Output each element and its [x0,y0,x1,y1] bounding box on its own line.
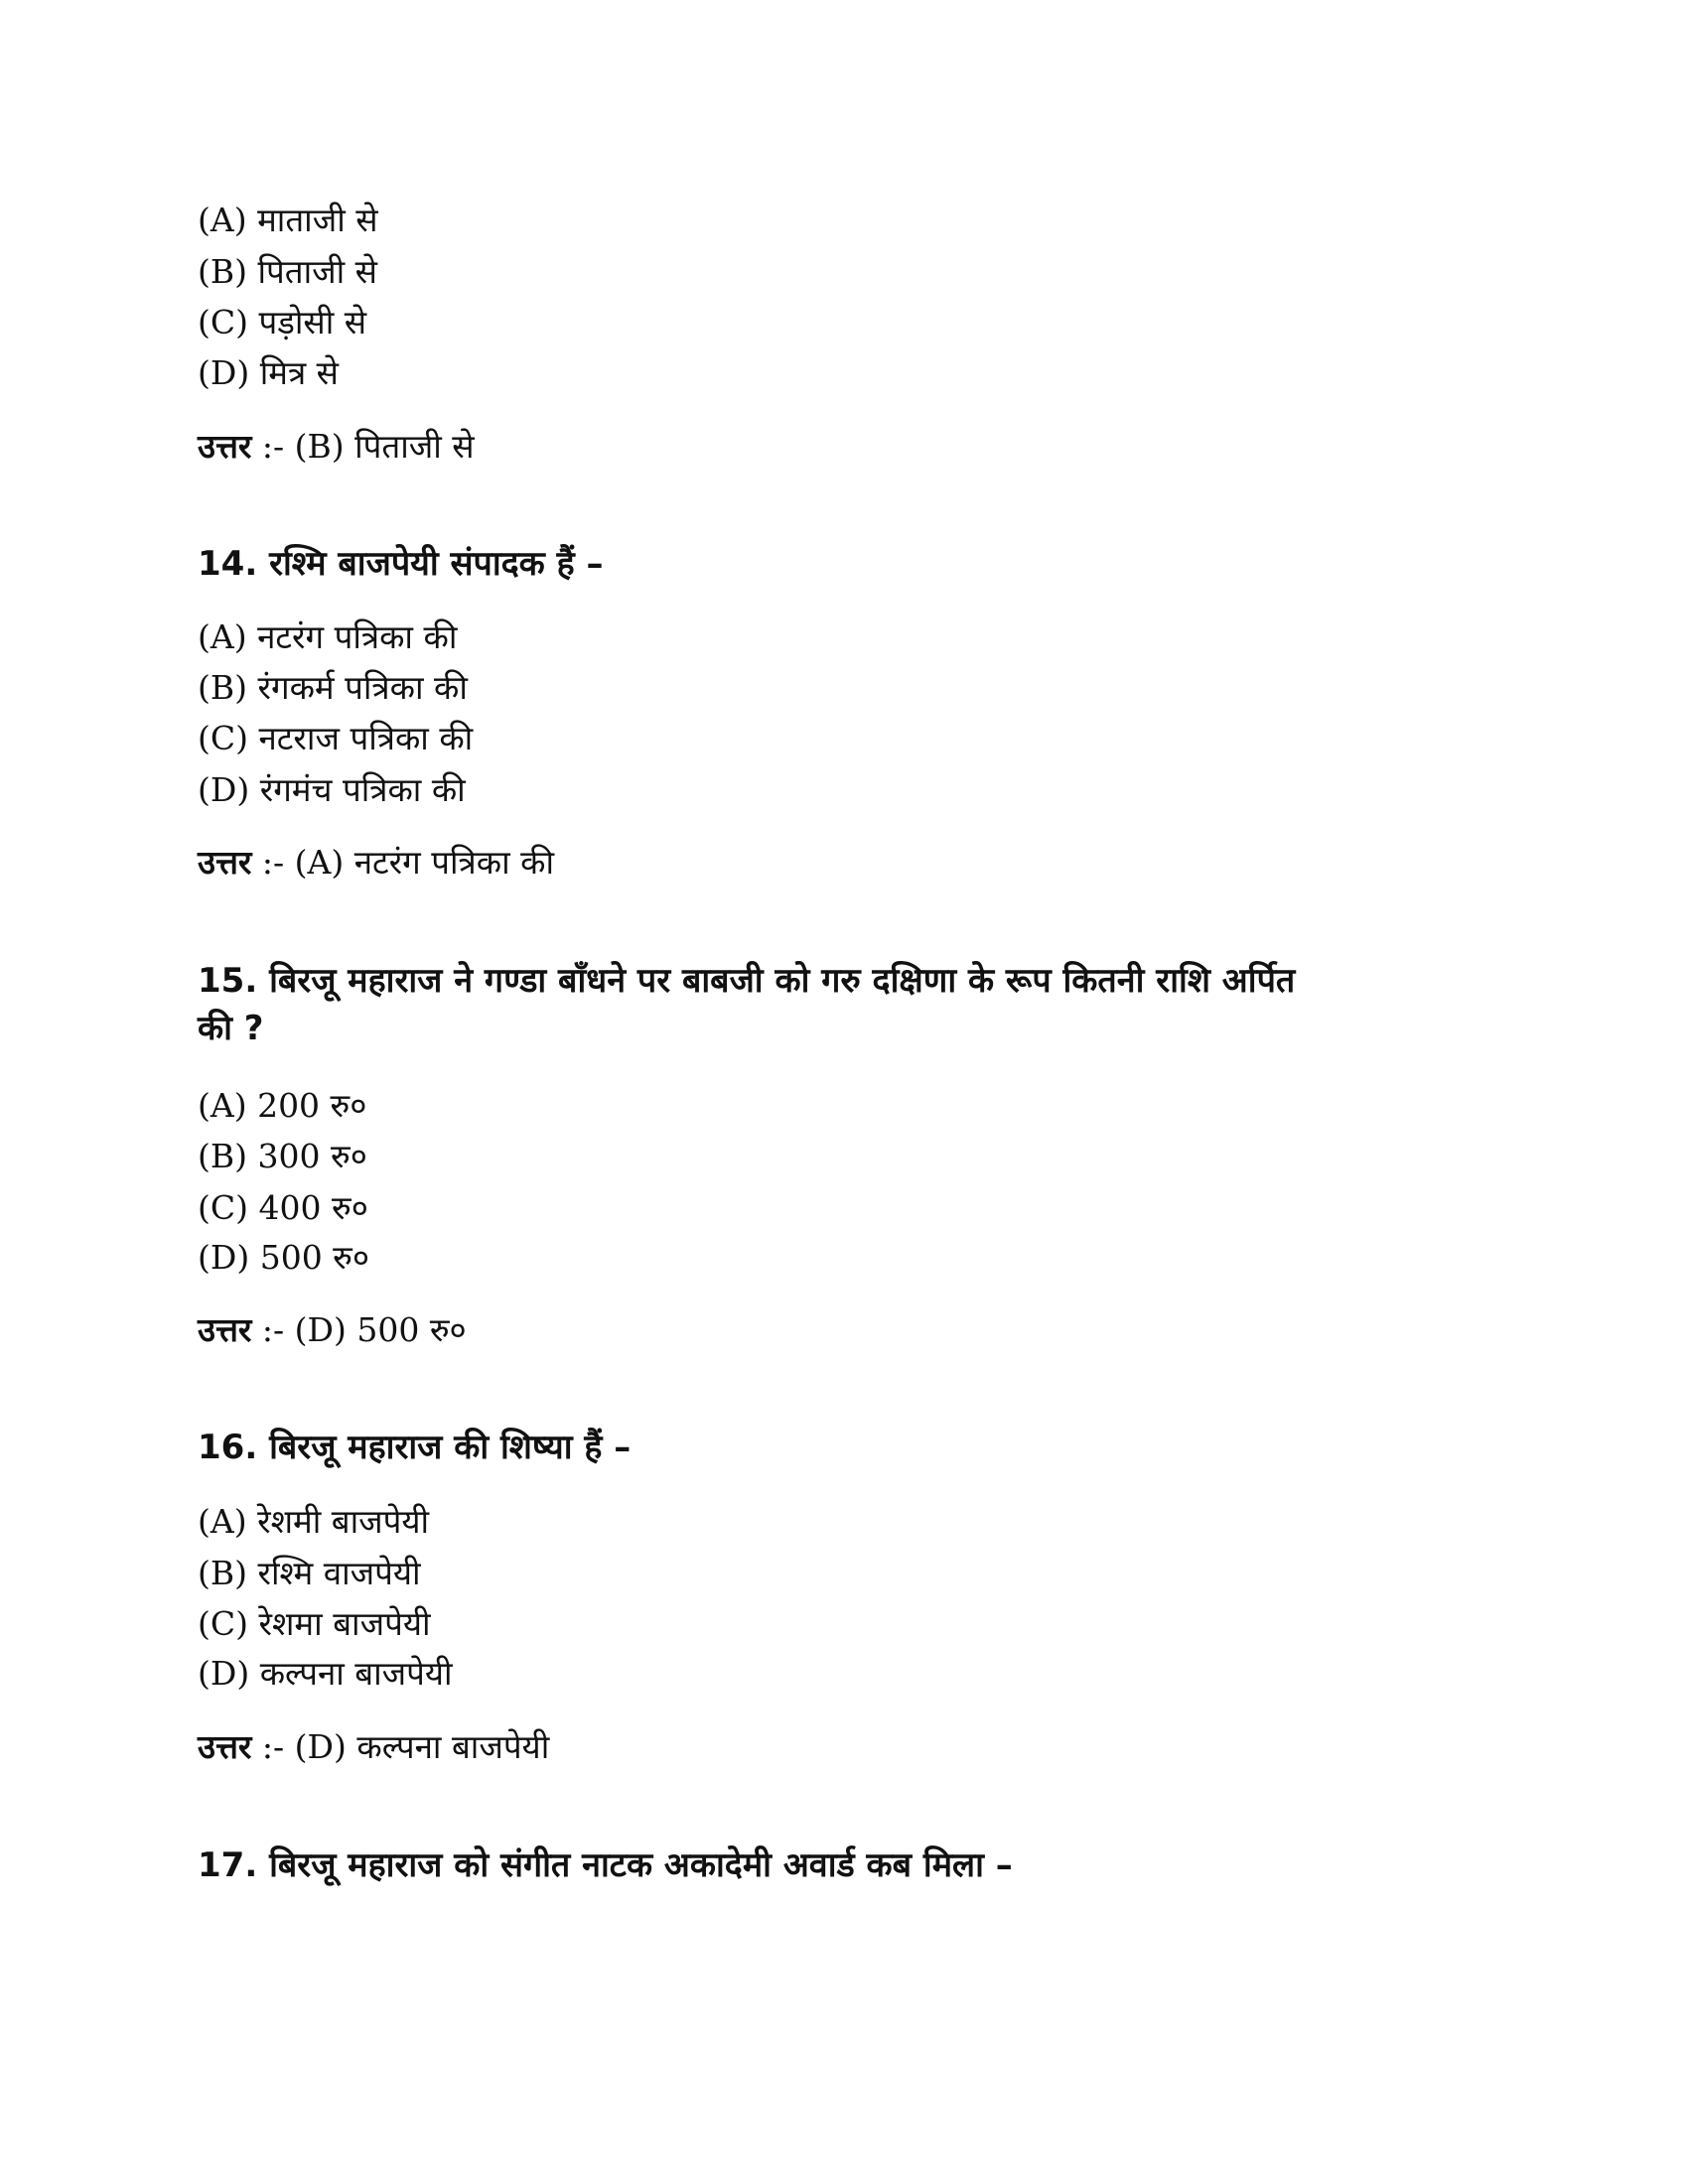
q14-option-b: (B) रंगकर्म पत्रिका की [198,668,468,707]
q15-option-d: (D) 500 रु० [198,1238,370,1277]
answer-text: :- (A) नटरंग पत्रिका की [261,843,555,882]
q14-option-d: (D) रंगमंच पत्रिका की [198,770,466,809]
q14-option-c: (C) नटराज पत्रिका की [198,719,474,757]
q16-option-c: (C) रेशमा बाजपेयी [198,1604,431,1643]
answer-label: उत्तर [198,427,252,466]
q15-option-c: (C) 400 रु० [198,1188,368,1227]
q15-question-line2: की ? [198,1009,264,1048]
q13-answer [198,423,475,471]
q16-answer [198,1723,549,1771]
q16-option-a: (A) रेशमी बाजपेयी [198,1502,430,1541]
q15-question-line1: 15. बिरजू महाराज ने गण्डा बाँधने पर बाबजी को गरु दक्षिणा के रूप कितनी राशि अर्पित [198,961,1296,1001]
q15-option-b: (B) 300 रु० [198,1137,367,1175]
q17-question: 17. बिरजू महाराज को संगीत नाटक अकादेमी अवार्ड कब मिला – [198,1845,1013,1885]
answer-label: उत्तर [198,1727,252,1766]
answer-text: :- (D) 500 रु० [261,1310,467,1349]
q14-question: 14. रश्मि बाजपेयी संपादक हैं – [198,544,604,584]
q13-option-a: (A) माताजी से [198,201,378,239]
answer-label: उत्तर [198,843,252,882]
q15-answer [198,1306,467,1354]
answer-label: उत्तर [198,1310,252,1349]
q13-option-d: (D) मित्र से [198,353,339,392]
q16-question: 16. बिरजू महाराज की शिष्या हैं – [198,1428,632,1467]
answer-text: :- (D) कल्पना बाजपेयी [261,1727,550,1766]
q16-option-d: (D) कल्पना बाजपेयी [198,1654,453,1693]
q13-option-b: (B) पिताजी से [198,252,377,291]
q14-option-a: (A) नटरंग पत्रिका की [198,617,458,656]
answer-text: :- (B) पिताजी से [261,427,475,466]
q15-option-a: (A) 200 रु० [198,1086,367,1125]
q14-answer [198,839,554,887]
q16-option-b: (B) रश्मि वाजपेयी [198,1554,421,1592]
q13-option-c: (C) पड़ोसी से [198,303,367,341]
